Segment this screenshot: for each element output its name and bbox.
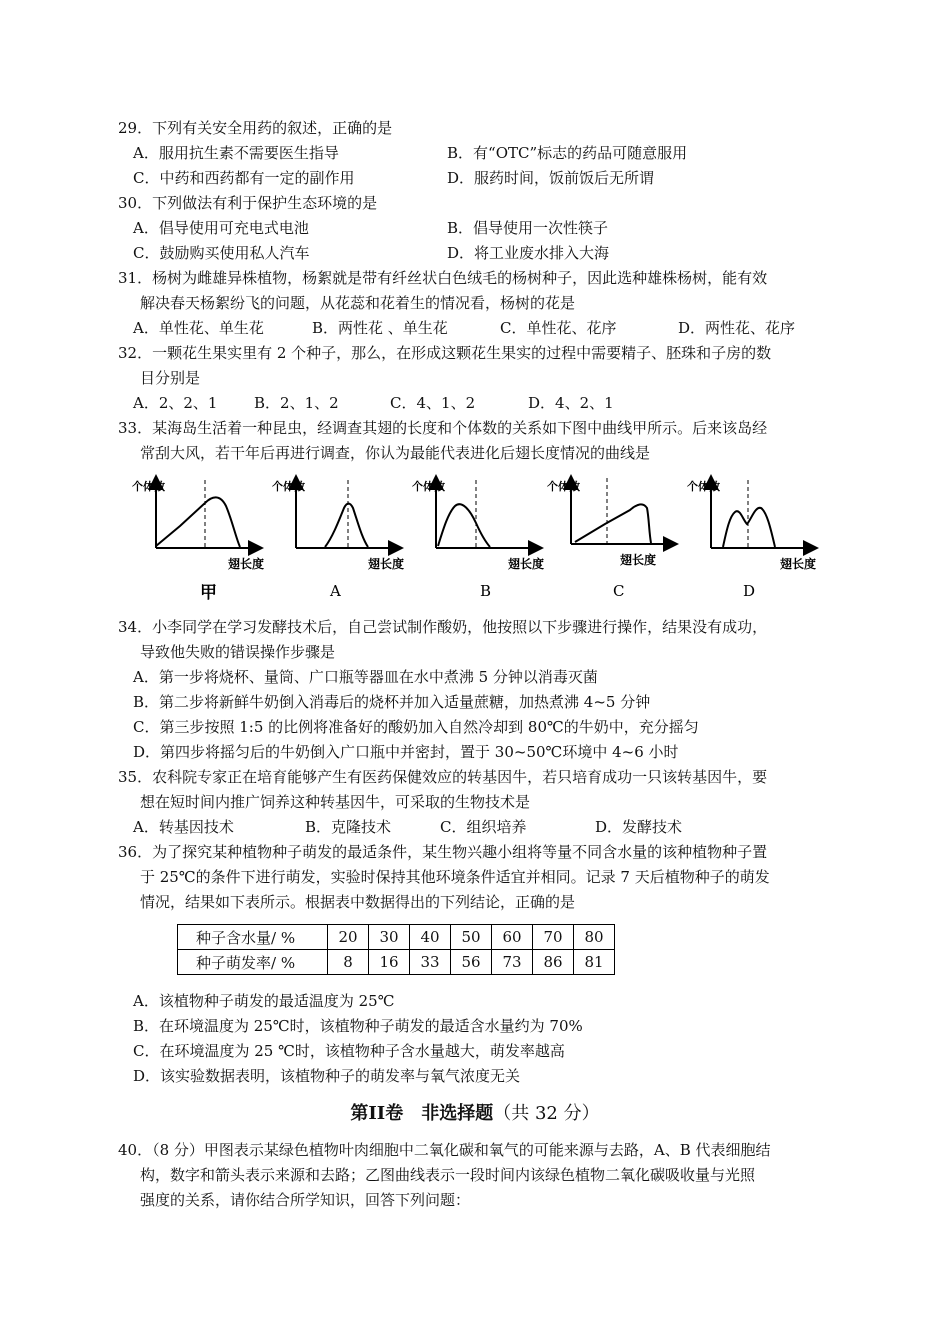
q40-line3: 强度的关系，请你结合所学知识，回答下列问题： — [140, 1191, 471, 1209]
q35-option-b: B．克隆技术 — [305, 818, 392, 836]
row-header-germination-rate: 种子萌发率/ % — [178, 950, 328, 975]
q29-option-c: C．中药和西药都有一定的副作用 — [133, 169, 355, 187]
q35-stem-line1: 35．农科院专家正在培育能够产生有医药保健效应的转基因牛，若只培育成功一只该转基因牛，要 — [118, 768, 768, 786]
q30-option-d: D．将工业废水排入大海 — [447, 244, 610, 262]
q31-option-a: A．单性花、单生花 — [133, 319, 264, 337]
q32-option-b: B．2、1、2 — [254, 394, 339, 412]
q33-stem-line2: 常刮大风，若干年后再进行调查，你认为最能代表进化后翅长度情况的曲线是 — [140, 444, 651, 462]
section-2-heading — [0, 1099, 950, 1125]
q40-line1: 40．（8 分）甲图表示某绿色植物叶肉细胞中二氧化碳和氧气的可能来源与去路，A、B 代表细胞结 — [118, 1141, 771, 1159]
table-cell: 8 — [328, 950, 369, 975]
q31-option-b: B．两性花 、单生花 — [312, 319, 448, 337]
table-cell: 73 — [492, 950, 533, 975]
x-axis-label: 翅长度 — [508, 557, 545, 571]
table-cell: 20 — [328, 925, 369, 950]
graph-label-d: D — [743, 582, 756, 600]
table-cell: 86 — [533, 950, 574, 975]
q32-option-d: D．4、2、1 — [528, 394, 614, 412]
q36-option-a: A．该植物种子萌发的最适温度为 25℃ — [133, 992, 395, 1010]
graph-label-a: A — [330, 582, 341, 600]
table-cell: 81 — [574, 950, 615, 975]
q33-stem-line1: 33．某海岛生活着一种昆虫，经调查其翅的长度和个体数的关系如下图中曲线甲所示。后来该岛经 — [118, 419, 768, 437]
q36-option-c: C．在环境温度为 25 ℃时，该植物种子含水量越大，萌发率越高 — [133, 1042, 565, 1060]
table-cell: 33 — [410, 950, 451, 975]
graph-label-jia: 甲 — [200, 583, 217, 603]
y-axis-label: 个体数 — [412, 480, 445, 493]
q31-stem-line2: 解决春天杨絮纷飞的问题，从花蕊和花着生的情况看，杨树的花是 — [140, 294, 576, 312]
q36-stem-line3: 情况，结果如下表所示。根据表中数据得出的下列结论，正确的是 — [140, 893, 576, 911]
q32-option-a: A．2、2、1 — [133, 394, 218, 412]
graph-d — [687, 478, 816, 600]
q29-option-d: D．服药时间，饭前饭后无所谓 — [447, 169, 655, 187]
graph-b — [412, 478, 544, 600]
q36-stem-line2: 于 25℃的条件下进行萌发，实验时保持其他环境条件适宜并相同。记录 7 天后植物种子的萌发 — [140, 868, 770, 886]
q36-stem-line1: 36．为了探究某种植物种子萌发的最适条件，某生物兴趣小组将等量不同含水量的该种植物种子置 — [118, 843, 768, 861]
germination-table — [177, 924, 615, 975]
q30-option-c: C．鼓励购买使用私人汽车 — [133, 244, 310, 262]
q35-option-a: A．转基因技术 — [133, 818, 234, 836]
q31-option-d: D．两性花、花序 — [678, 319, 796, 337]
q29-option-a: A．服用抗生素不需要医生指导 — [133, 144, 339, 162]
q34-stem-line2: 导致他失败的错误操作步骤是 — [140, 643, 336, 661]
graph-label-b: B — [480, 582, 492, 600]
x-axis-label: 翅长度 — [228, 557, 265, 571]
q29-stem: 29．下列有关安全用药的叙述，正确的是 — [118, 119, 393, 137]
q31-stem-line1: 31．杨树为雌雄异株植物，杨絮就是带有纤丝状白色绒毛的杨树种子，因此选种雄株杨树，能有效 — [118, 269, 768, 287]
table-cell: 50 — [451, 925, 492, 950]
q34-option-b: B．第二步将新鲜牛奶倒入消毒后的烧杯并加入适量蔗糖，加热煮沸 4~5 分钟 — [133, 693, 651, 711]
x-axis-label: 翅长度 — [780, 557, 817, 571]
y-axis-label: 个体数 — [272, 480, 305, 493]
q36-option-b: B．在环境温度为 25℃时，该植物种子萌发的最适含水量约为 70% — [133, 1017, 583, 1035]
table-cell: 16 — [369, 950, 410, 975]
q34-option-a: A．第一步将烧杯、量筒、广口瓶等器皿在水中煮沸 5 分钟以消毒灭菌 — [133, 668, 598, 686]
x-axis-label: 翅长度 — [368, 557, 405, 571]
row-header-water-content: 种子含水量/ % — [178, 925, 328, 950]
q30-option-a: A．倡导使用可充电式电池 — [133, 219, 309, 237]
q40-line2: 构，数字和箭头表示来源和去路；乙图曲线表示一段时间内该绿色植物二氧化碳吸收量与光照 — [140, 1166, 756, 1184]
q35-option-d: D．发酵技术 — [595, 818, 683, 836]
graph-a — [272, 478, 404, 600]
graph-c — [547, 478, 675, 600]
q34-stem-line1: 34．小李同学在学习发酵技术后，自己尝试制作酸奶，他按照以下步骤进行操作，结果没有成功， — [118, 618, 768, 636]
q31-option-c: C．单性花、花序 — [500, 319, 617, 337]
table-cell: 30 — [369, 925, 410, 950]
y-axis-label: 个体数 — [687, 480, 720, 493]
q29-option-b: B．有“OTC”标志的药品可随意服用 — [447, 144, 688, 162]
x-axis-label: 翅长度 — [620, 553, 657, 567]
table-row — [178, 925, 615, 950]
graph-jia — [132, 478, 264, 603]
table-cell: 60 — [492, 925, 533, 950]
y-axis-label: 个体数 — [547, 480, 580, 493]
y-axis-label: 个体数 — [132, 480, 165, 493]
q30-option-b: B．倡导使用一次性筷子 — [447, 219, 609, 237]
table-cell: 80 — [574, 925, 615, 950]
section-2-title: 第II卷 非选择题 — [350, 1103, 494, 1124]
table-cell: 40 — [410, 925, 451, 950]
wing-length-curves-figure — [120, 468, 830, 608]
q36-option-d: D．该实验数据表明，该植物种子的萌发率与氧气浓度无关 — [133, 1067, 521, 1085]
graph-label-c: C — [613, 582, 625, 600]
q35-stem-line2: 想在短时间内推广饲养这种转基因牛，可采取的生物技术是 — [140, 793, 531, 811]
q32-stem-line1: 32．一颗花生果实里有 2 个种子，那么，在形成这颗花生果实的过程中需要精子、胚珠和子房的数 — [118, 344, 772, 362]
q32-option-c: C．4、1、2 — [390, 394, 476, 412]
table-cell: 56 — [451, 950, 492, 975]
table-cell: 70 — [533, 925, 574, 950]
q34-option-c: C．第三步按照 1:5 的比例将准备好的酸奶加入自然冷却到 80℃的牛奶中，充分摇匀 — [133, 718, 699, 736]
q35-option-c: C．组织培养 — [440, 818, 527, 836]
q32-stem-line2: 目分别是 — [140, 369, 201, 387]
q30-stem: 30．下列做法有利于保护生态环境的是 — [118, 194, 378, 212]
table-row — [178, 950, 615, 975]
q34-option-d: D．第四步将摇匀后的牛奶倒入广口瓶中并密封，置于 30~50℃环境中 4~6 小时 — [133, 743, 679, 761]
section-2-score: （共 32 分） — [493, 1103, 600, 1124]
